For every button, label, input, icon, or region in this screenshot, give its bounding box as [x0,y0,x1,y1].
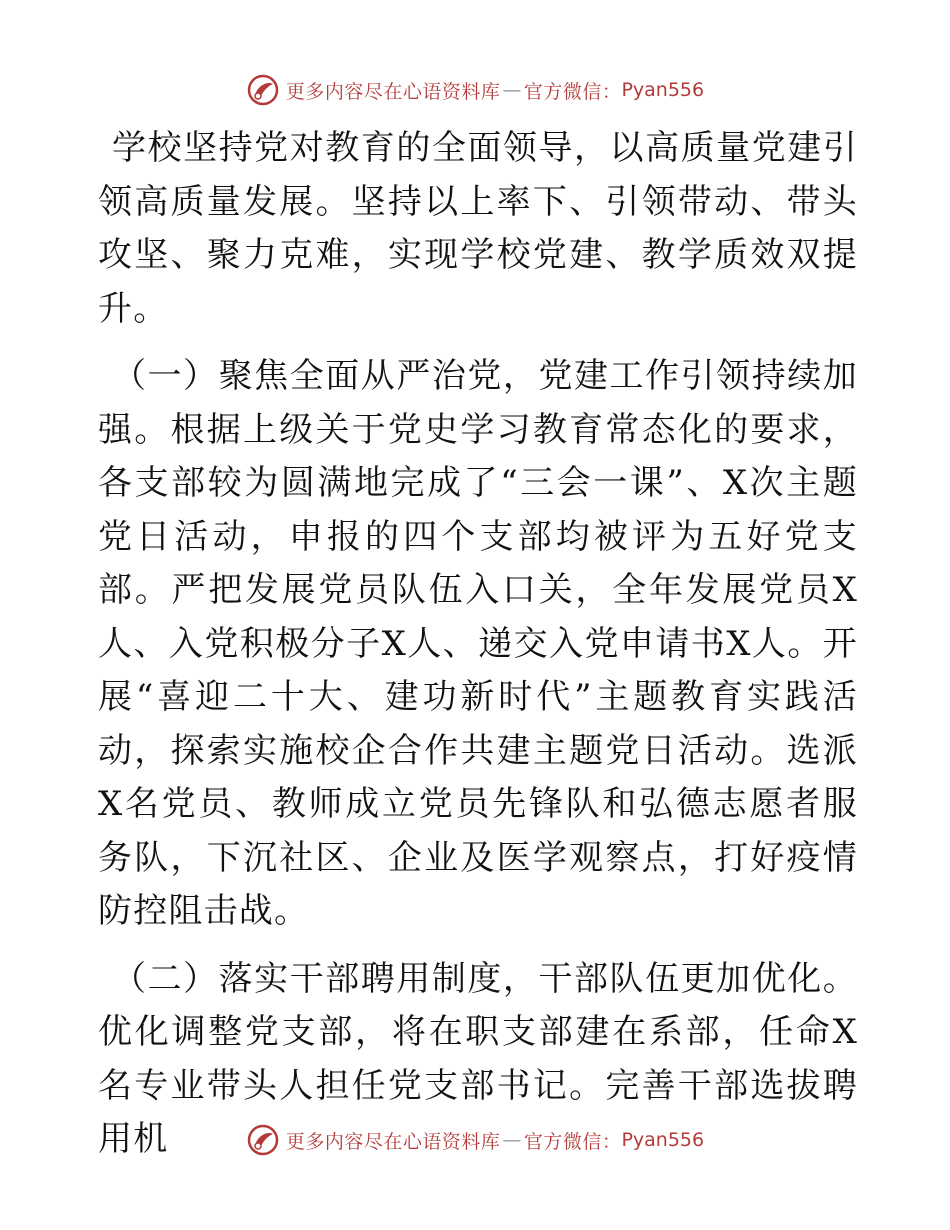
watermark-text: 更多内容尽在心语资料库 [285,80,501,103]
watermark-wechat-label: 官方微信： [523,80,622,103]
paragraph-section-two: （二）落实干部聘用制度，干部队伍更加优化。优化调整党支部，将在职支部建在系部，任命X名专业带头人担任党支部书记。完善干部选拔聘用机 [98,958,858,1159]
paragraph-intro: 学校坚持党对教育的全面领导，以高质量党建引领高质量发展。坚持以上率下、引领带动、带头攻坚、聚力克难，实现学校党建、教学质效双提升。 [98,128,858,329]
header-watermark [0,70,950,110]
document-body [98,122,858,1167]
brand-logo-icon [246,1123,280,1157]
watermark-wechat-id: Pyan556 [621,79,705,101]
brand-logo-icon [246,73,280,107]
watermark-text: 更多内容尽在心语资料库 [285,1130,501,1153]
footer-watermark [0,1120,950,1160]
paragraph-section-one: （一）聚焦全面从严治党，党建工作引领持续加强。根据上级关于党史学习教育常态化的要求，各支部较为圆满地完成了“三会一课”、X次主题党日活动，申报的四个支部均被评为五好党支部。严把发展党员队伍入口关，全年发展党员X人、入党积极分子X人、递交入党申请书X人。开展“喜迎二十大、建功新时代”主题教育实践活动，探索实施校企合作共建主题党日活动。选派X名党员、教师成立党员先锋队和弘德志愿者服务队，下沉社区、企业及医学观察点，打好疫情防控阻击战。 [98,356,858,931]
watermark-wechat-label: 官方微信： [523,1130,622,1153]
watermark-wechat-id: Pyan556 [621,1129,705,1151]
watermark-separator: — [502,79,522,101]
watermark-separator: — [502,1129,522,1151]
